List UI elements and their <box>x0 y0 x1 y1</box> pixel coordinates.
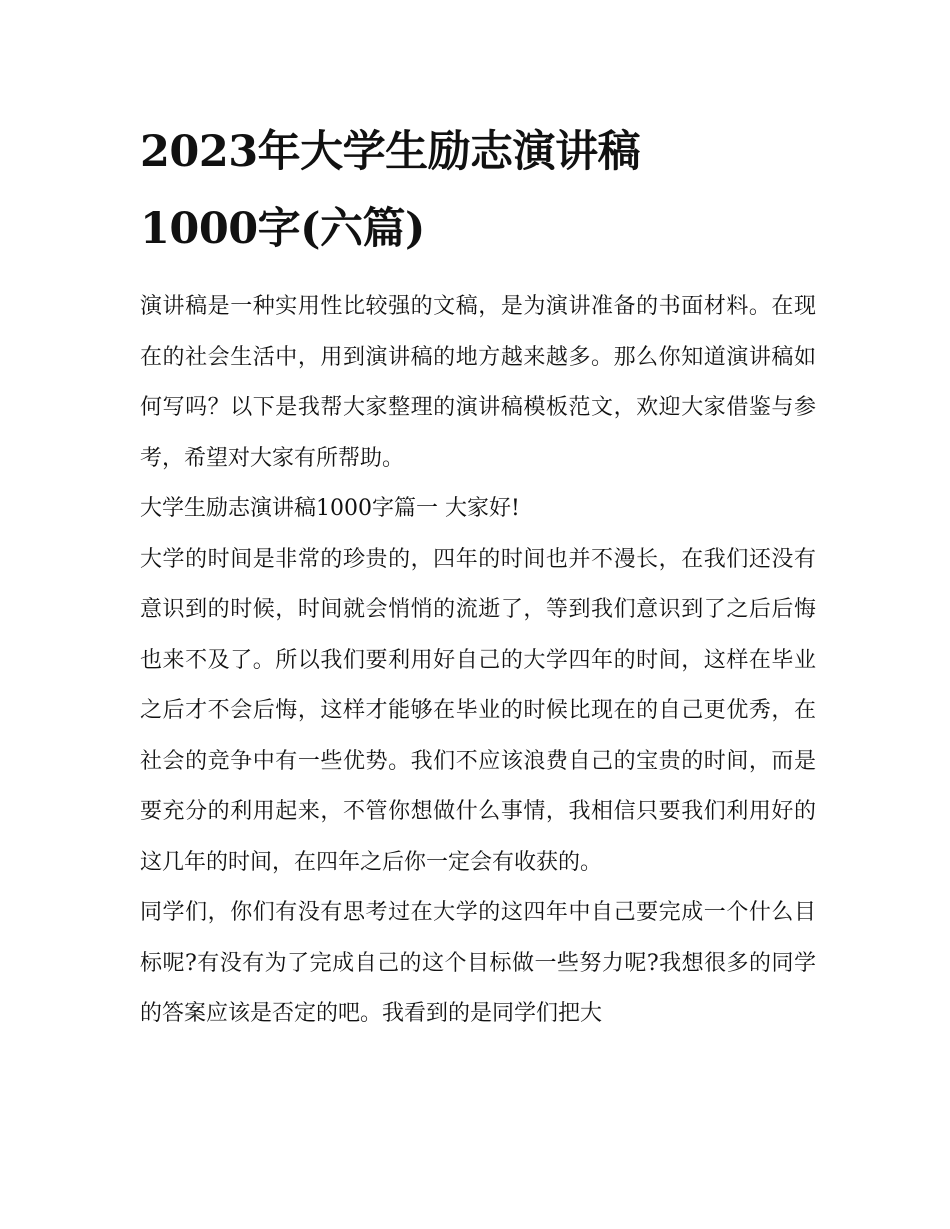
document-title <box>140 114 816 268</box>
body-paragraph-goals: 同学们，你们有没有思考过在大学的这四年中自己要完成一个什么目标呢?有没有为了完成自己的这个目标做一些努力呢?我想很多的同学的答案应该是否定的吧。我看到的是同学们把大 <box>140 900 816 1026</box>
intro-paragraph: 演讲稿是一种实用性比较强的文稿，是为演讲准备的书面材料。在现在的社会生活中，用到演讲稿的地方越来越多。那么你知道演讲稿如何写吗？以下是我帮大家整理的演讲稿模板范文，欢迎大家借鉴与参考，希望对大家有所帮助。 <box>140 294 816 471</box>
document-content <box>140 114 816 1040</box>
title-line-1: 2023年大学生励志演讲稿 <box>140 127 641 177</box>
title-line-2: 1000字(六篇) <box>140 204 425 254</box>
body-paragraph-time: 大学的时间是非常的珍贵的，四年的时间也并不漫长，在我们还没有意识到的时候，时间就会悄悄的流逝了，等到我们意识到了之后后悔也来不及了。所以我们要利用好自己的大学四年的时间，这样在毕业之后才不会后悔，这样才能够在毕业的时候比现在的自己更优秀，在社会的竞争中有一些优势。我们不应该浪费自己的宝贵的时间，而是要充分的利用起来，不管你想做什么事情，我相信只要我们利用好的这几年的时间，在四年之后你一定会有收获的。 <box>140 546 816 875</box>
section-heading-speech-one: 大学生励志演讲稿1000字篇一 大家好! <box>140 496 520 521</box>
